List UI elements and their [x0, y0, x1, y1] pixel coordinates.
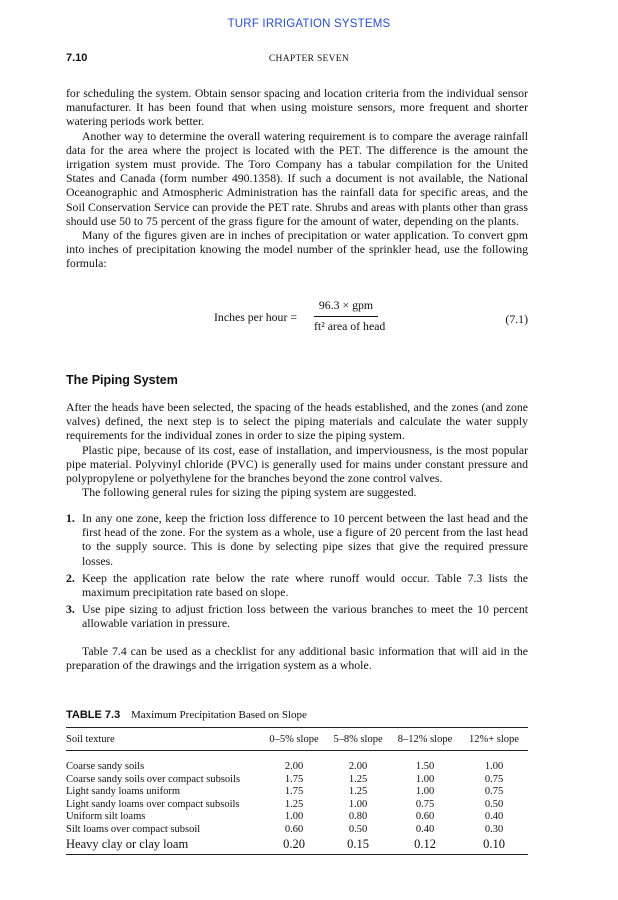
table-cell: Heavy clay or clay loam — [66, 837, 262, 855]
table-cell: 1.50 — [415, 761, 435, 772]
table-cell: 0.50 — [484, 798, 504, 810]
table-cell: 0.12 — [390, 837, 460, 855]
table-row — [66, 824, 528, 837]
formula-lhs: Inches per hour = — [214, 310, 297, 324]
running-title: TURF IRRIGATION SYSTEMS — [227, 18, 391, 30]
table-cell: Coarse sandy soils over compact subsoils — [66, 773, 241, 785]
table-cell: 1.25 — [284, 798, 304, 810]
table-cell: 1.00 — [415, 773, 435, 785]
paragraph: for scheduling the system. Obtain sensor spacing and location criteria from the individual sensor manufacturer. It has been found that when using moisture sensors, more frequent and shorter watering periods work better. — [66, 86, 528, 129]
table-cell: Uniform silt loams — [66, 811, 146, 823]
table-cell: 1.75 — [284, 773, 304, 785]
table-header-row — [66, 728, 528, 751]
section-text — [66, 400, 528, 499]
table-cell: 0.15 — [326, 837, 390, 855]
table-row — [66, 774, 528, 787]
table-row — [66, 837, 528, 855]
rule-text: In any one zone, keep the friction loss difference to 10 percent between the last head and the first head of the zone. For the system as a whole, use a figure of 20 percent from the last head to the supply source. This is done by selecting pipe sizes that give the required pressure losses. — [82, 511, 528, 568]
column-header: Soil texture — [66, 728, 262, 751]
section-title: The Piping System — [66, 373, 178, 387]
formula-fraction — [314, 298, 386, 334]
paragraph: The following general rules for sizing the piping system are suggested. — [82, 485, 417, 500]
column-header: 8–12% slope — [390, 728, 460, 751]
table-row — [66, 751, 528, 774]
formula-denominator: ft² area of head — [314, 319, 386, 333]
closing-text — [66, 644, 528, 672]
table-cell: Coarse sandy soils — [66, 761, 145, 772]
equation-number: (7.1) — [505, 312, 528, 326]
formula-numerator: 96.3 × gpm — [314, 298, 378, 317]
table-cell: 1.00 — [284, 811, 304, 823]
table-cell: 0.75 — [484, 773, 504, 785]
table-cell: 1.75 — [284, 786, 304, 798]
table-cell: Silt loams over compact subsoil — [66, 823, 201, 835]
table-cell: 0.40 — [415, 823, 435, 835]
table-row — [66, 811, 528, 824]
table-cell: 2.00 — [348, 761, 368, 772]
page-number: 7.10 — [66, 52, 88, 64]
table-cell: Light sandy loams over compact subsoils — [66, 798, 240, 810]
table-cell: 0.40 — [484, 811, 504, 823]
column-header: 5–8% slope — [326, 728, 390, 751]
paragraph: Table 7.4 can be used as a checklist for any additional basic information that will aid in the preparation of the drawings and the irrigation system as a whole. — [66, 644, 528, 673]
paragraph: Another way to determine the overall watering requirement is to compare the average rainfall data for the area where the project is located with the PET. The difference is the amount the irrigation system must provide. The Toro Company has a tabular compilation for the United States and Canada (form number 490.1358). If such a document is not available, the National Oceanographic and Atmospheric Administration has the rainfall data for specific areas, and the Soil Conservation Service can provide the PET rate. Shrubs and areas with plants other than grass should use 50 to 75 percent of the grass figure for the amount of water, depending on the plants. — [66, 128, 528, 228]
table-cell: 1.25 — [348, 773, 368, 785]
table-cell: 0.75 — [484, 786, 504, 798]
rule-text: Keep the application rate below the rate where runoff would occur. Table 7.3 lists the maximum precipitation rate based on slope. — [82, 570, 528, 600]
intro-text — [66, 86, 528, 271]
table-caption — [66, 709, 307, 721]
table-row — [66, 799, 528, 812]
sizing-rules-list — [66, 511, 528, 634]
table-cell: Light sandy loams uniform — [66, 786, 181, 798]
table-cell: 1.25 — [348, 786, 368, 798]
table-cell: 2.00 — [284, 761, 304, 772]
table-cell: 0.10 — [460, 837, 528, 855]
table-cell: 0.80 — [348, 811, 368, 823]
table-label: TABLE 7.3 — [66, 709, 121, 721]
table-cell: 0.20 — [262, 837, 326, 855]
list-item — [66, 571, 528, 599]
table-cell: 0.30 — [484, 823, 504, 835]
column-header: 0–5% slope — [262, 728, 326, 751]
table-cell: 0.60 — [284, 823, 304, 835]
table-row — [66, 786, 528, 799]
list-item — [66, 511, 528, 568]
paragraph: After the heads have been selected, the spacing of the heads established, and the zones (and zone valves) defined, the next step is to select the piping materials and calculate the water supply requirements for the individual zones in order to size the piping system. — [66, 400, 528, 443]
paragraph: Plastic pipe, because of its cost, ease of installation, and imperviousness, is the most popular pipe material. Polyvinyl chloride (PVC) is generally used for mains under constant pressure and polypropylene or polyethylene for the branches beyond the zone control valves. — [66, 442, 528, 486]
table-cell: 0.50 — [348, 823, 368, 835]
rule-number: 2. — [66, 570, 75, 585]
table-cell: 0.60 — [415, 811, 435, 823]
rule-number: 3. — [66, 602, 75, 617]
chapter-heading: CHAPTER SEVEN — [268, 54, 350, 64]
rule-number: 1. — [66, 511, 75, 525]
list-item — [66, 602, 528, 630]
table-cell: 1.00 — [415, 786, 435, 798]
formula-7-1 — [66, 298, 528, 338]
table-cell: 1.00 — [484, 761, 504, 772]
table-caption-text: Maximum Precipitation Based on Slope — [130, 709, 307, 721]
paragraph: Many of the figures given are in inches of precipitation or water application. To convert gpm into inches of precipitation knowing the model number of the sprinkler head, use the following formula: — [66, 228, 528, 271]
precipitation-table — [66, 727, 528, 855]
table-cell: 0.75 — [415, 798, 435, 810]
rule-text: Use pipe sizing to adjust friction loss between the various branches to meet the 10 percent allowable variation in pressure. — [82, 602, 528, 631]
table-cell: 1.00 — [348, 798, 368, 810]
column-header: 12%+ slope — [460, 728, 528, 751]
